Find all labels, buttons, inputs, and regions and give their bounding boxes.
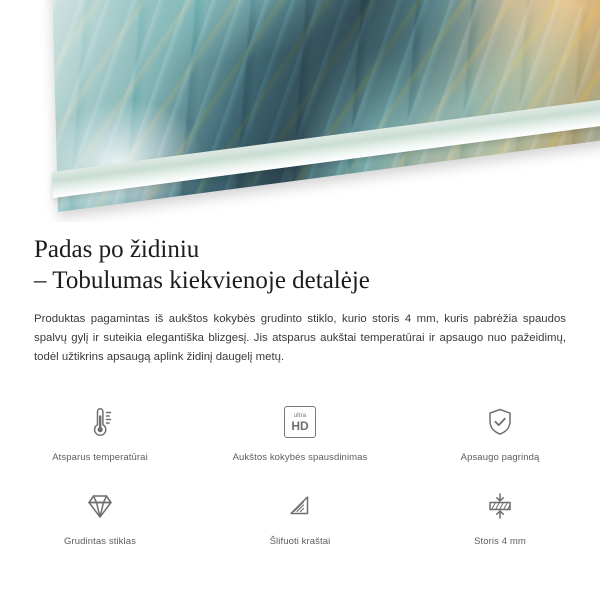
shield-check-icon xyxy=(478,400,522,444)
polished-edge-icon xyxy=(278,484,322,528)
ultra-hd-badge-top: ultra xyxy=(293,412,307,419)
feature-label: Grudintas stiklas xyxy=(64,536,136,547)
page-title xyxy=(0,222,600,296)
feature-label: Atsparus temperatūrai xyxy=(52,452,148,463)
headline-line-2: – Tobulumas kiekvienoje detalėje xyxy=(34,267,370,294)
feature-label: Aukštos kokybės spausdinimas xyxy=(232,452,368,463)
feature-item-temperature xyxy=(0,392,200,476)
feature-label: Storis 4 mm xyxy=(474,536,526,547)
feature-label: Šlifuoti kraštai xyxy=(269,536,331,547)
feature-item-thickness xyxy=(400,476,600,560)
thickness-arrows-icon xyxy=(478,484,522,528)
feature-label: Apsaugo pagrindą xyxy=(460,452,540,463)
thermometer-icon xyxy=(78,400,122,444)
hero-canvas xyxy=(0,0,600,222)
diamond-icon xyxy=(78,484,122,528)
feature-item-tempered-glass xyxy=(0,476,200,560)
feature-item-surface-protection xyxy=(400,392,600,476)
headline-line-1: Padas po židiniu xyxy=(34,236,200,263)
description-paragraph: Produktas pagamintas iš aukštos kokybės grudinto stiklo, kurio storis 4 mm, kuris pabrėžia spaudos spalvų gylį ir suteikia elegantiška blizgesį. Jis atsparus aukštai temperatūrai ir apsaugo nuo pažeidimų, todėl užtikrins apsaugą aplink židinį daugelį metų. xyxy=(34,313,566,363)
feature-item-print-quality xyxy=(200,392,400,476)
feature-list xyxy=(0,392,600,560)
feature-item-polished-edges xyxy=(200,476,400,560)
sparkle-small-icon xyxy=(516,186,530,200)
hero-image xyxy=(0,0,600,222)
text-content xyxy=(0,222,600,367)
ultra-hd-badge-bottom: HD xyxy=(291,418,309,433)
ultra-hd-icon xyxy=(278,400,322,444)
sparkle-icon xyxy=(489,167,515,193)
